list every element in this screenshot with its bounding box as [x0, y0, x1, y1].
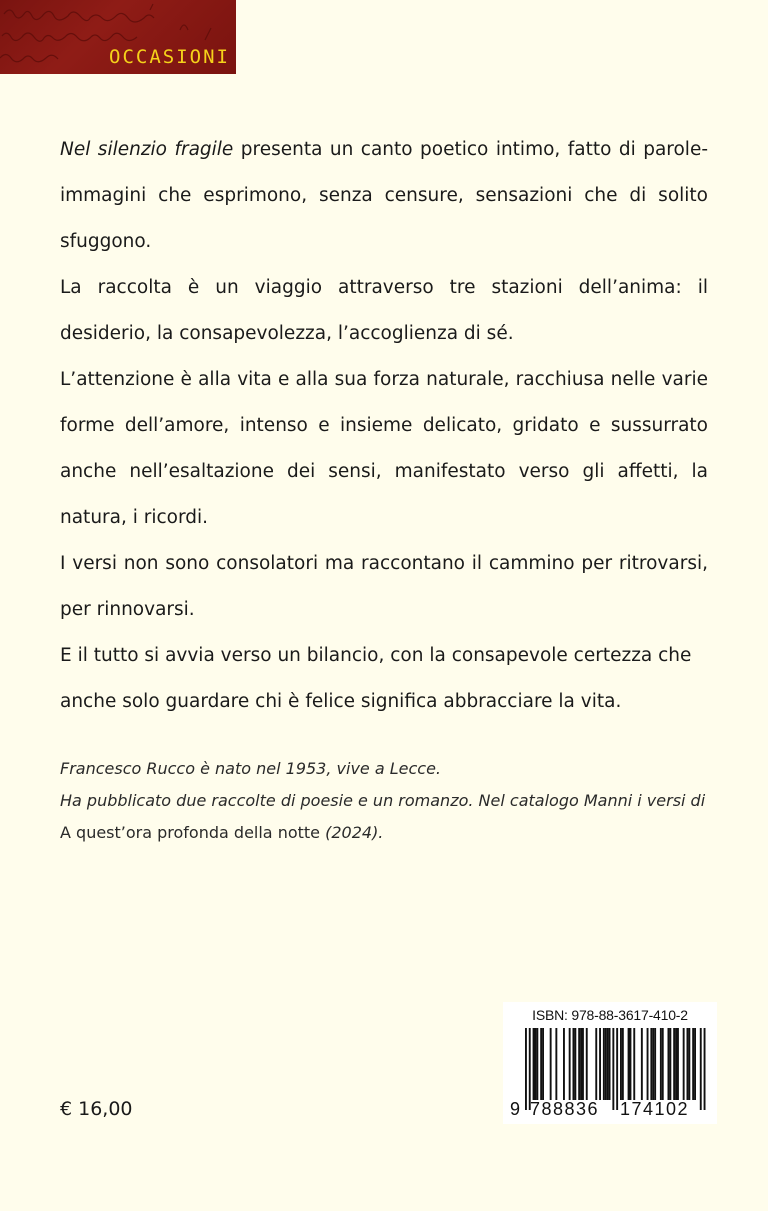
- author-bio: [60, 753, 720, 849]
- blurb-paragraph-4: I versi non sono consolatori ma raccontano il cammino per ritrovarsi, per rinnovarsi.: [60, 553, 708, 620]
- author-bio-line-2: [60, 785, 720, 849]
- barcode-bar: [654, 1028, 656, 1100]
- barcode-bar: [630, 1028, 632, 1100]
- barcode-bar: [563, 1028, 565, 1100]
- barcode-bar: [650, 1028, 652, 1100]
- barcode-bar: [535, 1028, 537, 1100]
- blurb-paragraph-3: L’attenzione è alla vita e alla sua forza naturale, racchiusa nelle varie forme dell’amore, intenso e insieme delicato, gridato e sussurrato anche nell’esaltazione dei sensi, manifestato verso gli affetti, la natura, i ricordi.: [60, 369, 708, 528]
- blurb-paragraph-2: La raccolta è un viaggio attraverso tre stazioni dell’anima: il desiderio, la consapevolezza, l’accoglienza di sé.: [60, 277, 708, 344]
- barcode-bar: [633, 1028, 635, 1100]
- barcode-bar: [660, 1028, 662, 1100]
- barcode-bar: [605, 1028, 607, 1100]
- barcode-bar: [669, 1028, 671, 1100]
- barcode-bar: [641, 1028, 643, 1100]
- barcode-bar: [574, 1028, 576, 1100]
- previous-book-title: A quest’ora profonda della notte: [60, 823, 321, 842]
- barcode-bar: [662, 1028, 664, 1100]
- ean-first-digit: 9: [510, 1099, 522, 1119]
- barcode-bar: [550, 1028, 552, 1100]
- barcode-bar: [599, 1028, 601, 1100]
- author-bio-line-1: Francesco Rucco è nato nel 1953, vive a Lecce.: [60, 759, 442, 778]
- barcode-bar: [533, 1028, 535, 1100]
- barcode-bar: [536, 1028, 538, 1100]
- barcode-bar: [612, 1028, 614, 1110]
- barcode-bar: [677, 1028, 679, 1100]
- barcode-bar: [675, 1028, 677, 1100]
- barcode-bar: [586, 1028, 588, 1100]
- barcode-bar: [529, 1028, 531, 1110]
- blurb-paragraph-1-text: presenta un canto poetico intimo, fatto di parole-immagini che esprimono, senza censure, sensazioni che di solito sfuggono.: [60, 139, 708, 252]
- barcode-bar: [688, 1028, 690, 1100]
- barcode-bar: [609, 1028, 611, 1100]
- ean-digit-group-2: 174102: [620, 1099, 690, 1119]
- barcode-bar: [620, 1028, 622, 1100]
- book-title: Nel silenzio fragile: [60, 139, 234, 160]
- barcode-bar: [628, 1028, 630, 1100]
- barcode-bar: [542, 1028, 544, 1100]
- price: € 16,00: [60, 1098, 133, 1120]
- barcode-bar: [607, 1028, 609, 1100]
- barcode-bar: [578, 1028, 580, 1100]
- barcode-bar: [647, 1028, 649, 1100]
- barcode-bar: [573, 1028, 575, 1100]
- barcode-bar: [704, 1028, 706, 1110]
- barcode-bar: [525, 1028, 527, 1110]
- blurb-paragraph-1: [60, 127, 708, 265]
- barcode-bar: [580, 1028, 582, 1100]
- barcode-bar: [694, 1028, 696, 1100]
- series-banner: [0, 0, 236, 74]
- barcode-bar: [652, 1028, 654, 1100]
- barcode-bar: [692, 1028, 694, 1100]
- barcode-bar: [582, 1028, 584, 1100]
- barcode-bar: [687, 1028, 689, 1100]
- barcode-bar: [540, 1028, 542, 1100]
- barcode-bar: [673, 1028, 675, 1100]
- barcode-bar: [700, 1028, 702, 1110]
- barcode-bar: [603, 1028, 605, 1100]
- blurb-paragraph-5: E il tutto si avvia verso un bilancio, con la consapevole certezza che anche solo guardare chi è felice significa abbracciare la vita.: [60, 645, 692, 712]
- barcode-bar: [569, 1028, 571, 1100]
- author-bio-line-2-end: (2024).: [320, 823, 384, 842]
- barcode-bar: [683, 1028, 685, 1100]
- back-cover-blurb: [60, 127, 708, 725]
- ean-digit-group-1: 788836: [530, 1099, 600, 1119]
- isbn-label: ISBN: 978-88-3617-410-2: [532, 1007, 688, 1023]
- series-label: OCCASIONI: [109, 46, 230, 68]
- barcode-bar: [668, 1028, 670, 1100]
- barcode-bar: [622, 1028, 624, 1100]
- barcode-bar: [595, 1028, 597, 1100]
- author-bio-line-2-text: Ha pubblicato due raccolte di poesie e un romanzo. Nel catalogo Manni i versi di: [60, 791, 706, 810]
- barcode-bar: [616, 1028, 618, 1110]
- barcode-bar: [555, 1028, 557, 1100]
